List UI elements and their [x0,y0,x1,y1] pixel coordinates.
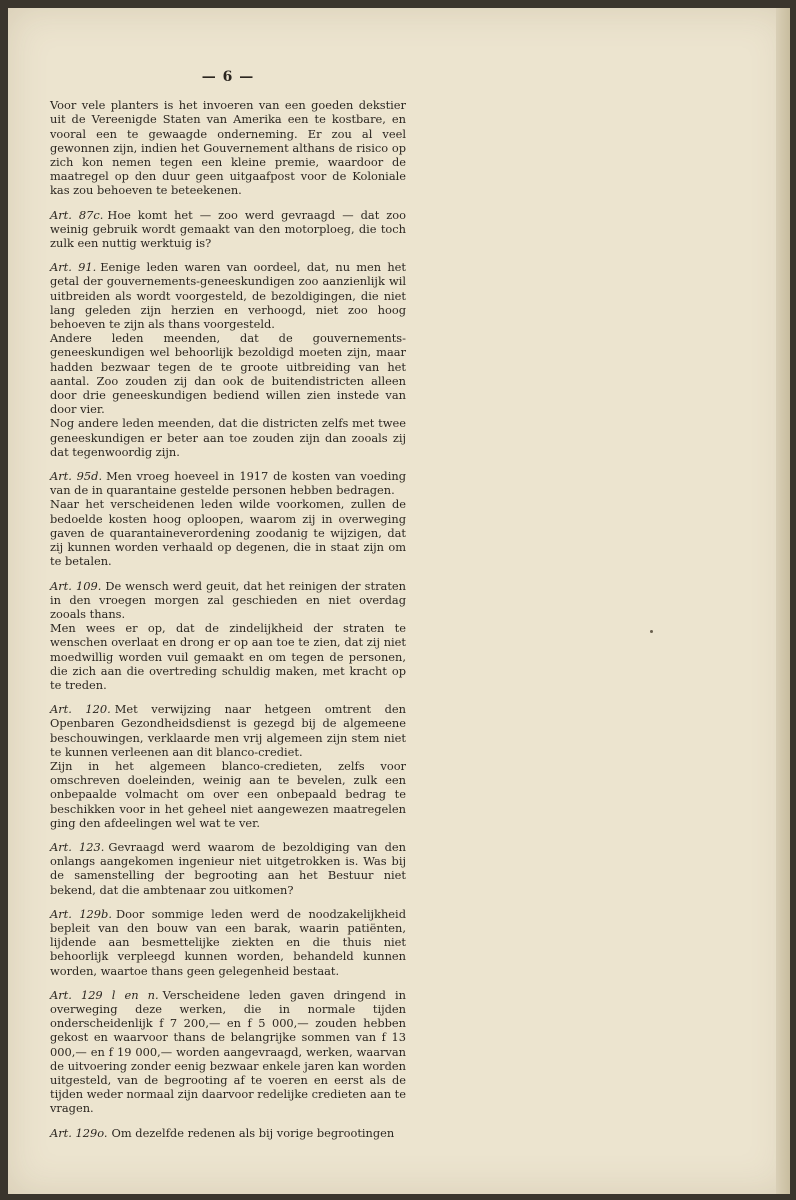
paragraph-line: De wensch werd geuit, dat het reinigen der straten in den vroegen morgen zal geschieden en niet overdag zooals thans. [50,578,406,621]
article-paragraph [50,579,406,693]
paragraph-text [50,702,406,759]
paragraph-text [50,988,406,1116]
paragraph-line: Hoe komt het — zoo werd gevraagd — dat zoo weinig gebruik wordt gemaakt van den motorploeg, die toch zulk een nuttig werktuig is? [50,207,407,251]
article-reference: Art. 91. [50,260,97,275]
page-number: — 6 — [201,69,255,85]
paragraph-line: Naar het verscheidenen leden wilde voorkomen, zullen de bedoelde kosten hoog oploopen, waarom zij in overweging gaven de quarantaineverordening zoodanig te wijzigen, dat zij kunnen worden verhaald op degenen, die in staat zijn om te betalen. [50,497,406,569]
paragraph-line: Eenige leden waren van oordeel, dat, nu men het getal der gouvernements-geneeskundigen zoo aanzienlijk wil uitbreiden als wordt voorgesteld, de bezoldigingen, die niet lang geleden zijn herzien en verhoogd, niet zoo hoog behoeven te zijn als thans voorgesteld. [50,260,406,332]
paragraph-text [50,907,406,978]
paragraph-text [50,579,406,622]
article-paragraph [50,702,406,830]
paragraph-line: Men wees er op, dat de zindelijkheid der straten te wenschen overlaat en drong er op aan toe te zien, dat zij niet moedwillig worden vuil gemaakt en om tegen de personen, die zich aan die overtreding schuldig maken, met kracht op te treden. [50,621,406,692]
paragraph-line: Met verwijzing naar hetgeen omtrent den Openbaren Gezondheidsdienst is gezegd bij de algemeene beschouwingen, verklaarde men vrij algemeen zijn stem niet te kunnen verleenen aan dit blanco-crediet. [50,702,407,759]
article-reference: Art. 95d. [50,469,103,484]
paragraph-text [50,331,406,416]
article-reference: Art. 129o. [50,1125,108,1140]
article-paragraph [50,98,406,197]
article-paragraph [50,260,406,459]
article-paragraph [50,1126,406,1140]
paragraph-text [50,98,406,197]
paragraph-text [50,1126,406,1140]
paragraph-text [50,469,406,497]
paragraph-line: Nog andere leden meenden, dat die districten zelfs met twee geneeskundigen er beter aan toe zouden zijn dan zooals zij dat tegenwoordig zijn. [50,416,406,459]
paragraph-text [50,621,406,692]
paper-speck [650,630,653,633]
article-reference: Art. 87c. [50,207,104,222]
paragraph-line: Voor vele planters is het invoeren van een goeden dekstier uit de Vereenigde Staten van Amerika een te kostbare, en vooral een te gewaagde onderneming. Er zou al veel gewonnen zijn, indien het Gouvernement althans de risico op zich kon nemen tegen een kleine premie, waardoor de maatregel op den duur geen uitgaafpost voor de Koloniale kas zou behoeven te beteekenen. [50,98,406,198]
paragraph-list [50,98,406,1140]
article-reference: Art. 109. [50,578,102,593]
article-paragraph [50,840,406,897]
paragraph-line: Gevraagd werd waarom de bezoldiging van den onlangs aangekomen ingenieur niet uitgetrokken is. Was bij de samenstelling der begrooting aan het Bestuur niet bekend, dat die ambtenaar zou uitkomen? [50,839,406,897]
page-edge [776,8,790,1194]
paragraph-line: Verscheidene leden gaven dringend in overweging deze werken, die in normale tijden onderscheidenlijk f 7 200,— en f 5 000,— zouden hebben gekost en waarvoor thans de belangrijke sommen van f 13 000,— en f 19 000,— worden aangevraagd, werken, waarvan de uitvoering zonder eenig bezwaar enkele jaren kan worden uitgesteld, van de begrooting af te voeren en eerst als de tijden weder normaal zijn daarvoor redelijke credieten aan te vragen. [50,987,406,1116]
article-reference: Art. 129b. [50,906,112,921]
paragraph-text [50,416,406,459]
paragraph-line: Andere leden meenden, dat de gouvernements-geneeskundigen wel behoorlijk bezoldigd moeten zijn, maar hadden bezwaar tegen de te groote uitbreiding van het aantal. Zoo zouden zij dan ook de buitendistricten alleen door drie geneeskundigen bediend willen zien instede van door vier. [50,331,406,417]
paragraph-line: Men vroeg hoeveel in 1917 de kosten van voeding van de in quarantaine gestelde personen hebben bedragen. [50,469,406,498]
paragraph-text [50,759,406,830]
article-paragraph [50,469,406,568]
paragraph-text [50,260,406,331]
text-column [50,70,406,1150]
article-reference: Art. 120. [50,702,111,717]
paragraph-text [50,208,406,251]
article-paragraph [50,988,406,1116]
paragraph-line: Om dezelfde redenen als bij vorige begrootingen [111,1125,395,1140]
paragraph-line: Door sommige leden werd de noodzakelijkheid bepleit van den bouw van een barak, waarin patiënten, lijdende aan besmettelijke ziekten en die thuis niet behoorlijk verpleegd kunnen worden, behandeld kunnen worden, waartoe thans geen gelegenheid bestaat. [50,906,406,978]
article-paragraph [50,208,406,251]
paragraph-text [50,840,406,897]
article-paragraph [50,907,406,978]
paragraph-line: Zijn in het algemeen blanco-credieten, zelfs voor omschreven doeleinden, weinig aan te bevelen, zulk een onbepaalde volmacht om over een onbepaald bedrag te beschikken voor in het geheel niet aangewezen maatregelen ging den afdeelingen wel wat te ver. [50,758,406,830]
article-reference: Art. 123. [50,839,105,854]
paragraph-text [50,497,406,568]
article-reference: Art. 129 l en n. [50,987,159,1002]
